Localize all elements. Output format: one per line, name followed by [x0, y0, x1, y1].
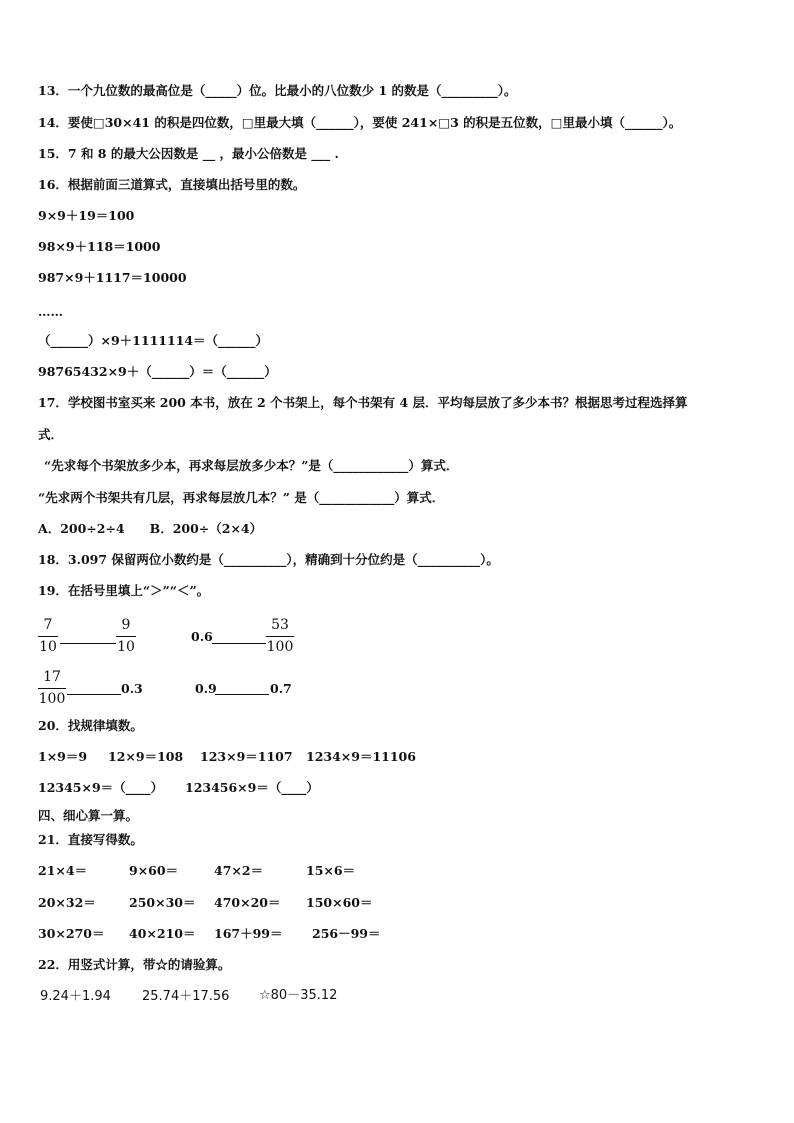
q21-r3-1: 30×270＝	[38, 926, 105, 941]
q20-e: 12345×9＝（____）	[38, 780, 164, 795]
q21-r3-2: 40×210＝	[129, 926, 196, 941]
decimal-0-3: 0.3	[121, 681, 143, 696]
answer-blank[interactable]	[212, 643, 266, 644]
denominator: 10	[39, 639, 57, 655]
q22-item-2: 25.74＋17.56	[142, 989, 230, 1004]
fraction-9-10	[116, 617, 136, 656]
numerator: 53	[271, 617, 289, 633]
q21-r3-4: 256－99＝	[312, 926, 381, 941]
denominator: 10	[117, 639, 135, 655]
q17-options: A．200÷2÷4 B．200÷（2×4）	[38, 521, 263, 536]
q16-line-1: 9×9＋19＝100	[38, 208, 135, 223]
q16-line-5: （______）×9＋1111114＝（______）	[38, 333, 269, 348]
numerator: 17	[43, 669, 61, 685]
q21-r2-1: 20×32＝	[38, 895, 96, 910]
q17-line-1: “先求每个书架放多少本，再求每层放多少本？”是（____________）算式．	[44, 458, 459, 473]
q20-f: 123456×9＝（____）	[185, 780, 319, 795]
q21-r1-2: 9×60＝	[129, 863, 179, 878]
answer-blank[interactable]	[67, 694, 121, 695]
q21-r2-3: 470×20＝	[214, 895, 281, 910]
fraction-7-10	[38, 617, 58, 656]
q21-stem: 21．直接写得数。	[38, 832, 143, 847]
q20-a: 1×9＝9	[38, 749, 88, 764]
fraction-bar	[266, 636, 294, 637]
fraction-17-100	[38, 669, 66, 708]
q17-line-2: “先求两个书架共有几层，再求每层放几本？” 是（____________）算式．	[38, 490, 445, 505]
q16-line-6: 98765432×9＋（______）＝（______）	[38, 364, 277, 379]
q22-item-1: 9.24＋1.94	[40, 989, 111, 1004]
q21-r1-3: 47×2＝	[214, 863, 264, 878]
q21-r1-4: 15×6＝	[306, 863, 356, 878]
decimal-0-6: 0.6	[191, 629, 213, 644]
q21-r1-1: 21×4＝	[38, 863, 88, 878]
q20-c: 123×9＝1107	[200, 749, 293, 764]
answer-blank[interactable]	[60, 643, 116, 644]
fraction-bar	[38, 688, 66, 689]
answer-blank[interactable]	[215, 694, 269, 695]
q20-stem: 20．找规律填数。	[38, 718, 143, 733]
q20-b: 12×9＝108	[108, 749, 184, 764]
q16-line-2: 98×9＋118＝1000	[38, 239, 161, 254]
decimal-0-9: 0.9	[195, 681, 217, 696]
fraction-53-100	[266, 617, 294, 656]
denominator: 100	[38, 691, 66, 707]
q21-r2-2: 250×30＝	[129, 895, 196, 910]
q16-ellipsis: ……	[38, 304, 63, 319]
numerator: 7	[43, 617, 53, 633]
q16-stem: 16．根据前面三道算式，直接填出括号里的数。	[38, 177, 306, 192]
q15: 15．7 和 8 的最大公因数是 __ ，最小公倍数是 ___ .	[38, 146, 339, 161]
q13: 13．一个九位数的最高位是（_____）位。比最小的八位数少 1 的数是（_________）。	[38, 83, 517, 98]
numerator: 9	[121, 617, 131, 633]
q22-stem: 22．用竖式计算，带☆的请验算。	[38, 957, 231, 972]
q17-stem-cont: 式．	[38, 427, 64, 442]
q18: 18．3.097 保留两位小数约是（__________），精确到十分位约是（__________）。	[38, 552, 499, 567]
decimal-0-7: 0.7	[270, 681, 292, 696]
q22-item-3: ☆80－35.12	[259, 988, 338, 1003]
q16-line-3: 987×9＋1117＝10000	[38, 270, 187, 285]
q20-d: 1234×9＝11106	[306, 749, 416, 764]
fraction-bar	[38, 636, 58, 637]
fraction-bar	[116, 636, 136, 637]
q17-stem: 17．学校图书室买来 200 本书，放在 2 个书架上，每个书架有 4 层．平均每层放了多少本书？根据思考过程选择算	[38, 395, 688, 410]
q21-r2-4: 150×60＝	[306, 895, 373, 910]
denominator: 100	[266, 639, 294, 655]
section-4-heading: 四、细心算一算。	[38, 808, 139, 823]
q21-r3-3: 167＋99＝	[214, 926, 283, 941]
q14: 14．要使□30×41 的积是四位数，□里最大填（______），要使 241×□3 的积是五位数，□里最小填（______）。	[38, 115, 682, 130]
q19-stem: 19．在括号里填上“＞”“＜”。	[38, 583, 210, 598]
